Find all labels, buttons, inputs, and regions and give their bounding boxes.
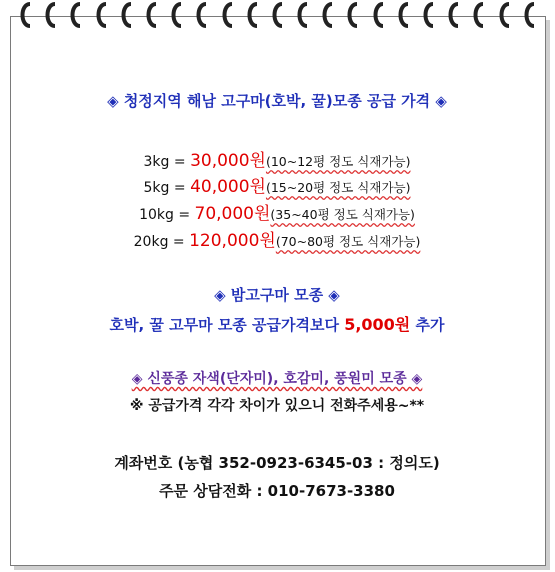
price-amount: 120,000원 (189, 231, 276, 251)
chestnut-extra-price: 5,000원 (344, 315, 411, 334)
binder-ring-icon (421, 0, 437, 32)
binder-ring-icon (446, 0, 462, 32)
binder-ring-icon (18, 0, 34, 32)
new-variety-note: ※ 공급가격 각각 차이가 있으니 전화주세용~** (129, 398, 425, 414)
price-note: (10~12평 정도 식재가능) (265, 154, 411, 169)
binder-ring-icon (43, 0, 59, 32)
price-row-5kg (10, 172, 544, 197)
price-row-20kg (10, 226, 544, 251)
binder-ring-icon (295, 0, 311, 32)
binder-ring-icon (220, 0, 236, 32)
price-weight: 5kg = (143, 180, 191, 196)
account-info: 계좌번호 (농협 352-0923-6345-03 : 정의도) (114, 454, 440, 472)
binder-ring-icon (471, 0, 487, 32)
binder-ring-icon (119, 0, 135, 32)
binder-ring-icon (345, 0, 361, 32)
main-title: ◈ 청정지역 해남 고구마(호박, 꿀)모종 공급 가격 ◈ (107, 92, 447, 110)
binder-ring-icon (194, 0, 210, 32)
phone-info: 주문 상담전화 : 010-7673-3380 (159, 482, 395, 500)
chestnut-desc-text: 호박, 꿀 고무마 모종 공급가격보다 (109, 316, 345, 334)
price-weight: 20kg = (133, 234, 190, 250)
binder-ring-icon (169, 0, 185, 32)
binder-ring-icon (396, 0, 412, 32)
binder-ring-icon (270, 0, 286, 32)
price-row-3kg (10, 146, 544, 171)
binder-ring-icon (68, 0, 84, 32)
price-amount: 70,000원 (194, 204, 271, 224)
price-weight: 3kg = (143, 154, 191, 170)
binder-ring-icon (497, 0, 513, 32)
price-amount: 30,000원 (190, 151, 266, 171)
price-note: (70~80평 정도 식재가능) (275, 234, 421, 249)
price-note: (35~40평 정도 식재가능) (270, 207, 415, 222)
binder-ring-icon (320, 0, 336, 32)
binder-ring-icon (144, 0, 160, 32)
chestnut-title: ◈ 밤고구마 모종 ◈ (214, 286, 340, 304)
price-row-10kg (10, 199, 544, 224)
new-variety-title-text: ◈ 신풍종 자색(단자미), 호감미, 풍원미 모종 ◈ (131, 371, 423, 387)
new-variety-title (10, 368, 544, 388)
spiral-binding (18, 0, 538, 34)
binder-ring-icon (94, 0, 110, 32)
chestnut-desc (10, 312, 544, 335)
binder-ring-icon (245, 0, 261, 32)
binder-ring-icon (371, 0, 387, 32)
chestnut-desc-suffix: 추가 (410, 316, 445, 334)
price-note: (15~20평 정도 식재가능) (265, 180, 411, 195)
price-weight: 10kg = (139, 207, 195, 223)
binder-ring-icon (522, 0, 538, 32)
price-amount: 40,000원 (190, 177, 266, 197)
